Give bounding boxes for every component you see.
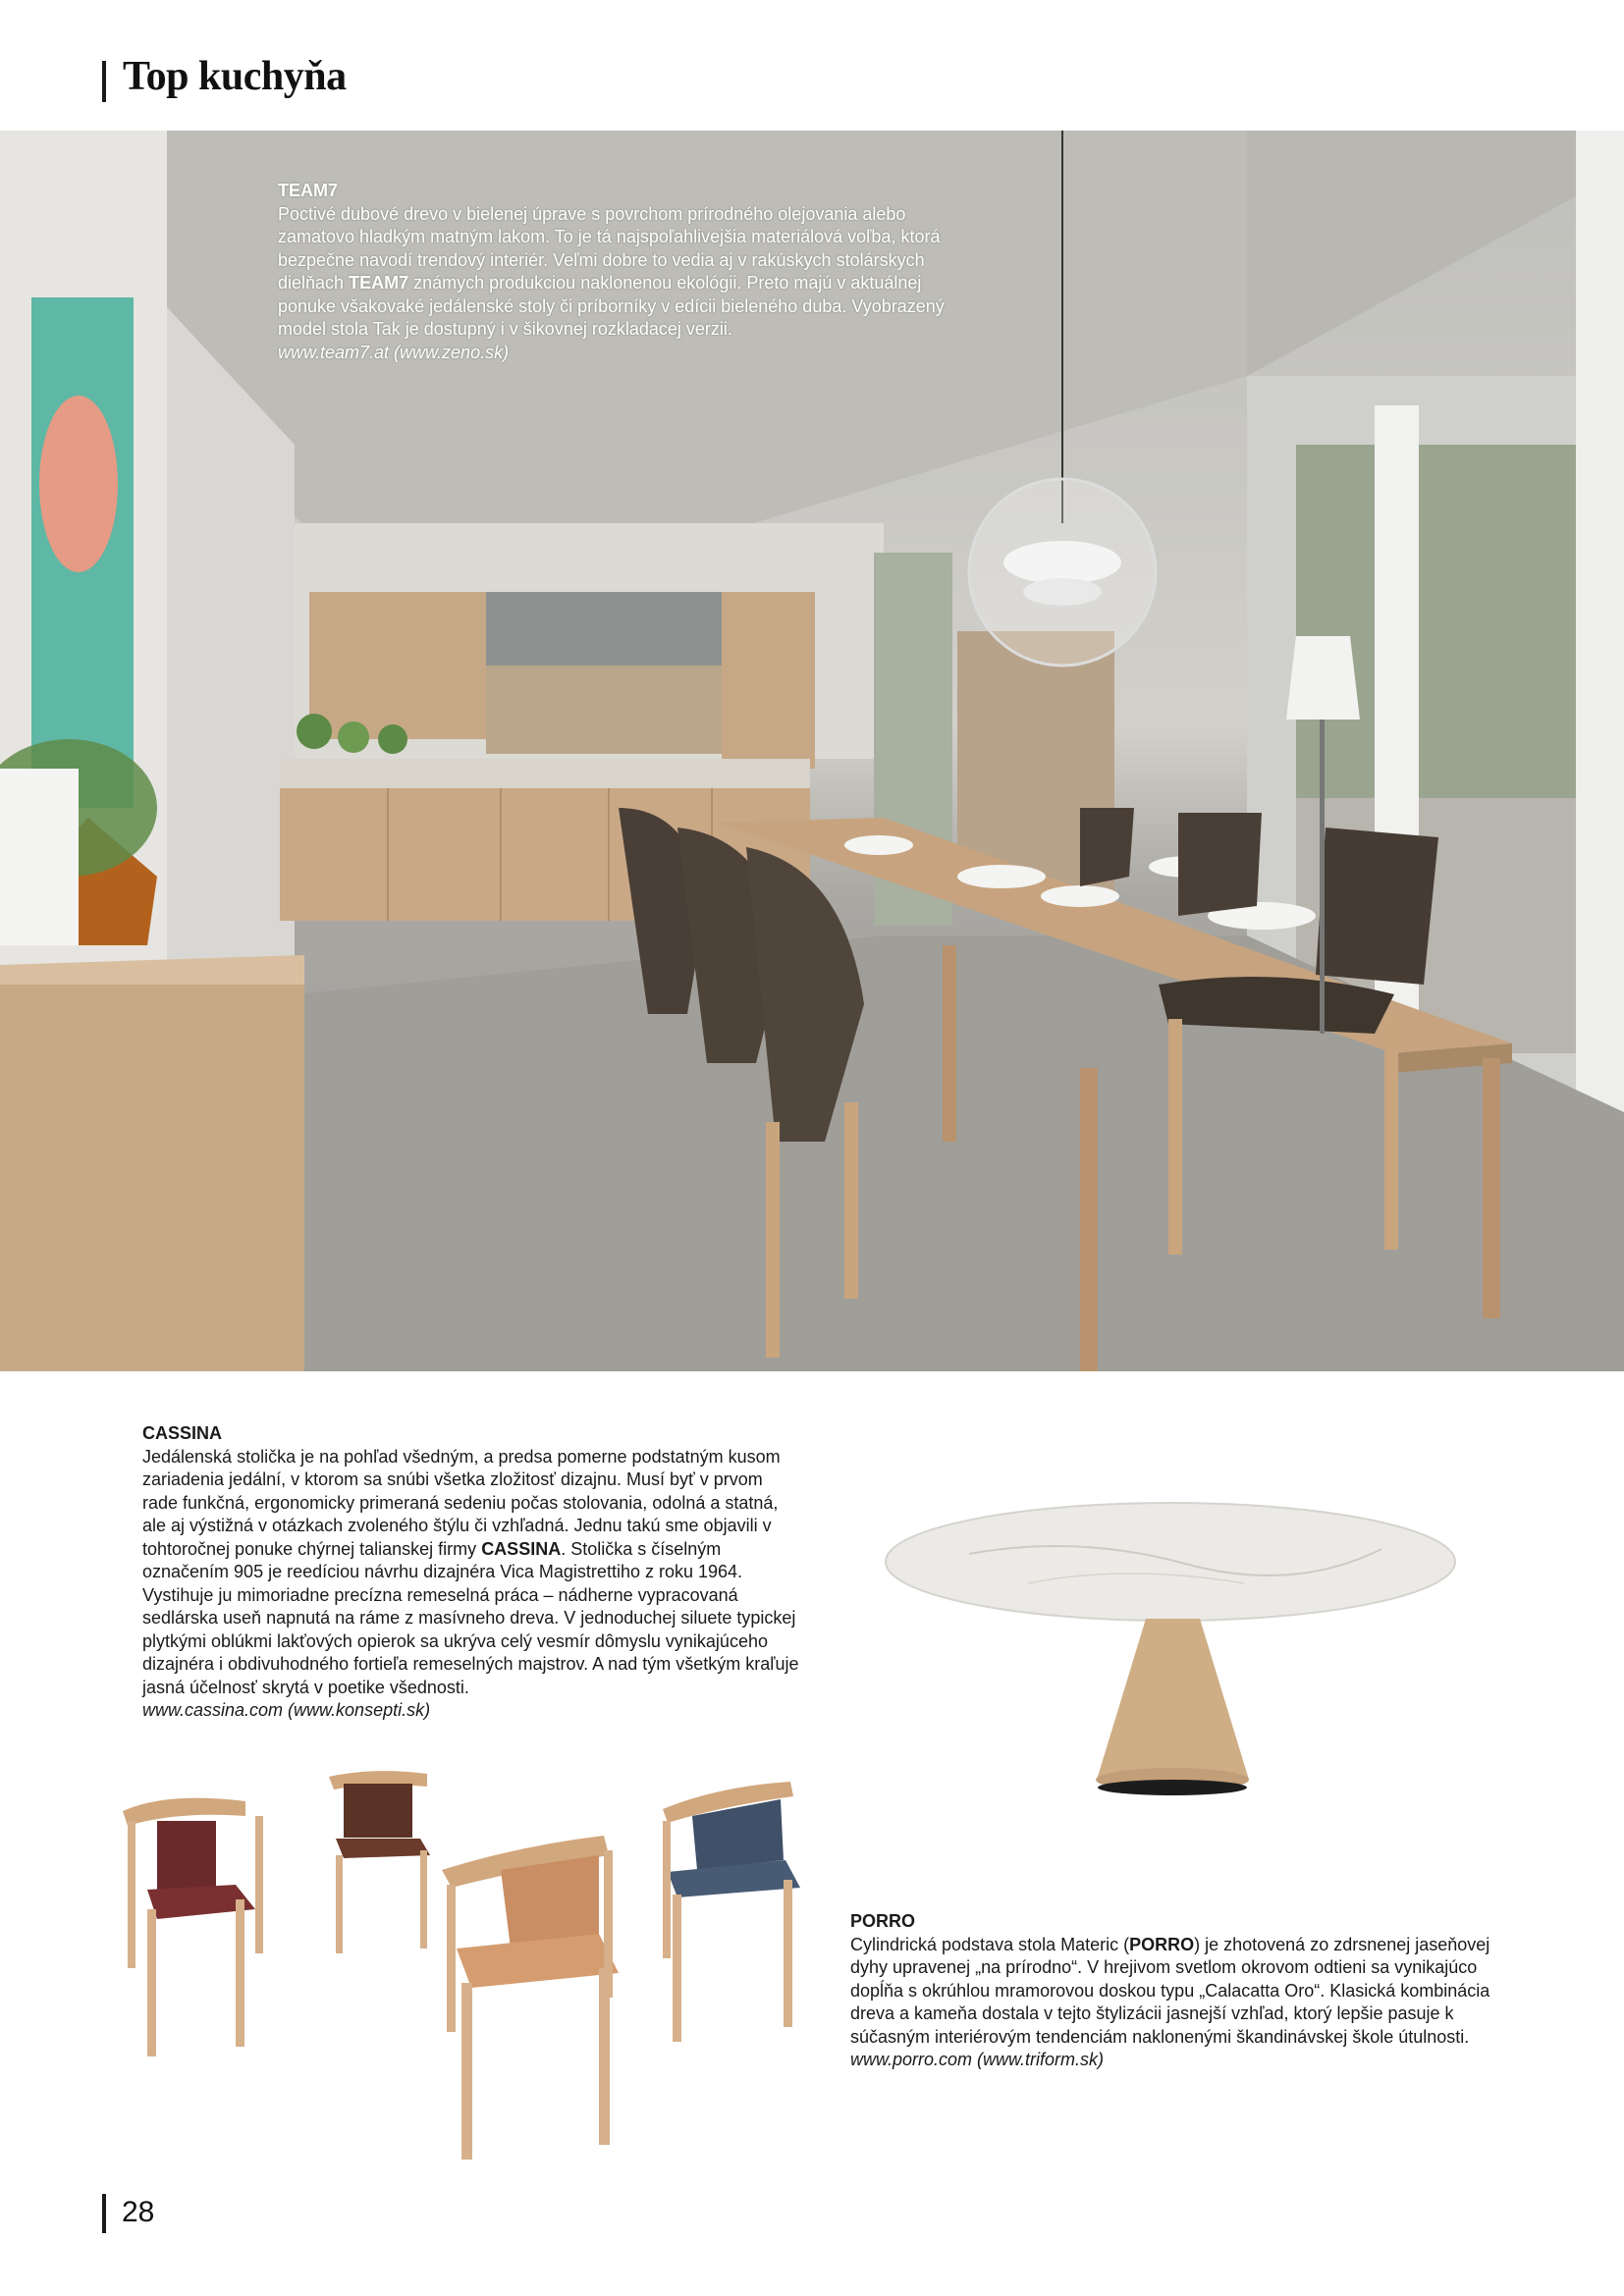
cassina-chairs-photo bbox=[108, 1762, 913, 2184]
cassina-bold: CASSINA bbox=[481, 1538, 562, 1559]
dining-chair bbox=[1178, 813, 1262, 916]
porro-link[interactable]: www.porro.com (www.triform.sk) bbox=[850, 2050, 1105, 2069]
porro-caption bbox=[850, 1910, 1518, 2072]
team7-bold: TEAM7 bbox=[349, 273, 409, 293]
team7-brand: TEAM7 bbox=[278, 181, 339, 200]
cassina-link[interactable]: www.cassina.com (www.konsepti.sk) bbox=[142, 1700, 431, 1720]
footer-rule bbox=[102, 2194, 106, 2233]
chairs-illustration bbox=[108, 1762, 913, 2184]
round-table-illustration bbox=[832, 1446, 1499, 1893]
header-rule bbox=[102, 61, 106, 102]
cassina-brand: CASSINA bbox=[142, 1423, 223, 1443]
chair-burgundy bbox=[123, 1798, 263, 2056]
team7-link[interactable]: www.team7.at (www.zeno.sk) bbox=[278, 342, 510, 362]
page-title: Top kuchyňa bbox=[123, 54, 347, 99]
cassina-text-1: Jedálenská stolička je na pohľad všedným, a predsa pomerne podstatným kusom zariadenia jedální, v ktorom sa snúbi všetka zložitosť dizajnu. Musí byť v prvom rade funkčná, ergonomicky primeraná sedeniu počas stolovania, odolná a statná, ale aj výstižná v otázkach zvoleného štýlu či vzhľadná. Jednu takú sme objavili v tohtoročnej ponuke chýrnej talianskej firmy bbox=[142, 1446, 781, 1559]
page-number: 28 bbox=[122, 2196, 155, 2228]
wood-cylinder-base bbox=[1097, 1619, 1249, 1780]
cassina-caption bbox=[142, 1422, 800, 1723]
porro-text-2: ) je zhotovená zo zdrsnenej jaseňovej dyhy upravenej „na prírodno“. V hrejivom svetlom okrovom odtieni sa vynikajúco dopĺňa s okrúhlou mramorovou doskou typu „Calacatta Oro“. Klasická kombinácia dreva a kameňa dostala v tejto štylizácii jasnejší vzhľad, ktorý lepšie pasuje k súčasným interiérovým tendenciám naklonenými škandinávskej škole útulnosti. bbox=[850, 1934, 1490, 2047]
dining-chair bbox=[1316, 828, 1438, 985]
porro-brand: PORRO bbox=[850, 1911, 916, 1931]
floor-lamp bbox=[1286, 636, 1360, 720]
chair-brown bbox=[329, 1771, 430, 1953]
chair-tan bbox=[442, 1836, 619, 2160]
porro-text-1: Cylindrická podstava stola Materic ( bbox=[850, 1934, 1130, 1954]
chair-blue bbox=[663, 1782, 800, 2042]
dining-chair bbox=[1080, 808, 1134, 886]
team7-text-2: známych produkciou naklonenou ekológii. Preto majú v aktuálnej ponuke všakovaké jedálenské stoly či príborníky v edícii bieleného duba. Vyobrazený model stola Tak je dostupný i v šikovnej rozkladacej verzii. bbox=[278, 273, 945, 339]
team7-caption bbox=[278, 180, 946, 364]
porro-table-photo bbox=[832, 1446, 1499, 1893]
team7-text-1: Poctivé dubové drevo v bielenej úprave s povrchom prírodného olejovania alebo zamatovo hladkým matným lakom. To je tá najspoľahlivejšia materiálová voľba, ktorá bezpečne navodí trendový interiér. Veľmi dobre to vedia aj v rakúskych stolárskych dielňach bbox=[278, 203, 941, 293]
cassina-text-2: . Stolička s číselným označením 905 je reedíciou návrhu dizajnéra Vica Magistrettiho z roku 1964. Vystihuje ju mimoriadne precízna remeselná práca – nádherne vypracovaná sedlárska useň napnutá na ráme z masívneho dreva. V jednoduchej siluete typickej plytkými oblúkmi lakťových opierok sa ukrýva celý vesmír dômyslu vynikajúceho dizajnéra i obdivuhodného fortieľa remeselných majstrov. A nad tým všetkým kraľuje jasná účelnosť skrytá v poetike všednosti. bbox=[142, 1538, 799, 1697]
porro-bold: PORRO bbox=[1129, 1934, 1195, 1954]
